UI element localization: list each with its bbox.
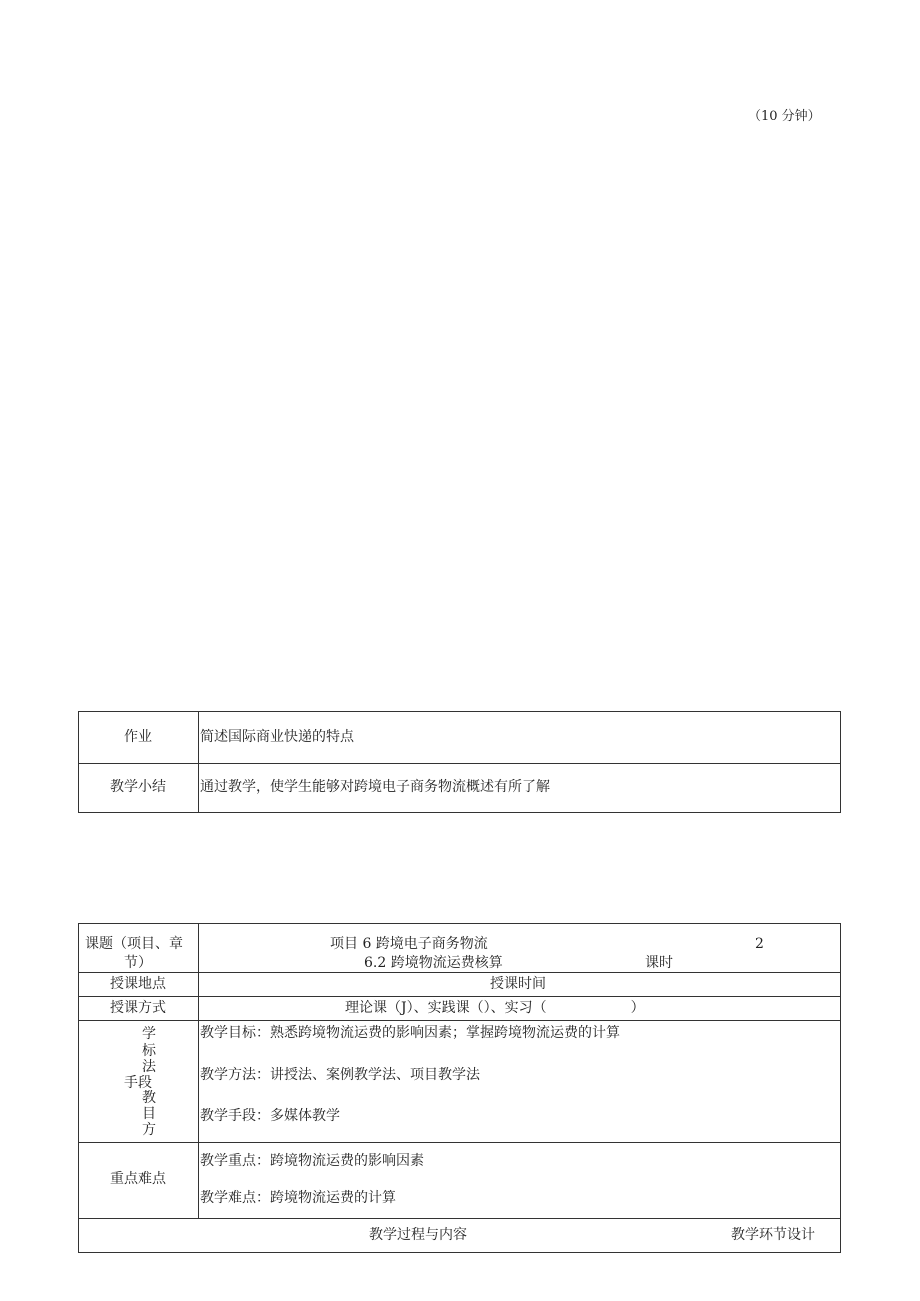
teaching-means: 教学手段：多媒体教学 — [200, 1108, 340, 1124]
process-label: 教学过程与内容 — [369, 1227, 467, 1243]
goals-label-char-6: 目 — [142, 1106, 156, 1122]
goals-label-char-2: 标 — [142, 1043, 156, 1059]
design-label: 教学环节设计 — [731, 1227, 815, 1243]
topic-label-line1: 课题（项目、章 — [85, 936, 183, 952]
hours-label: 课时 — [645, 955, 673, 971]
topic-project: 项目 6 跨境电子商务物流 — [330, 936, 488, 952]
goals-label-char-7: 方 — [142, 1122, 156, 1138]
duration-note: （10 分钟） — [748, 109, 821, 124]
goals-label-char-5: 教 — [142, 1090, 156, 1106]
key-point: 教学重点：跨境物流运费的影响因素 — [200, 1153, 424, 1169]
time-label: 授课时间 — [490, 976, 546, 992]
topic-label-line2: 节） — [124, 955, 152, 971]
goals-label-char-1: 学 — [142, 1026, 156, 1042]
homework-label: 作业 — [124, 729, 152, 745]
difficulty-point: 教学难点：跨境物流运费的计算 — [200, 1190, 396, 1206]
mode-label: 授课方式 — [110, 1000, 166, 1016]
summary-value: 通过教学，使学生能够对跨境电子商务物流概述有所了解 — [200, 779, 550, 795]
topic-section: 6.2 跨境物流运费核算 — [364, 955, 503, 971]
location-label: 授课地点 — [110, 976, 166, 992]
summary-label: 教学小结 — [110, 779, 166, 795]
goals-label-char-4: 手段 — [124, 1075, 152, 1091]
goals-label-char-3: 法 — [142, 1059, 156, 1075]
keypoints-label: 重点难点 — [110, 1171, 166, 1187]
teaching-goal: 教学目标：熟悉跨境物流运费的影响因素；掌握跨境物流运费的计算 — [200, 1025, 620, 1041]
mode-value: 理论课（J）、实践课（）、实习（ ） — [345, 1000, 645, 1016]
teaching-method: 教学方法：讲授法、案例教学法、项目教学法 — [200, 1067, 480, 1083]
homework-value: 简述国际商业快递的特点 — [200, 729, 354, 745]
hours-value: 2 — [755, 936, 764, 952]
